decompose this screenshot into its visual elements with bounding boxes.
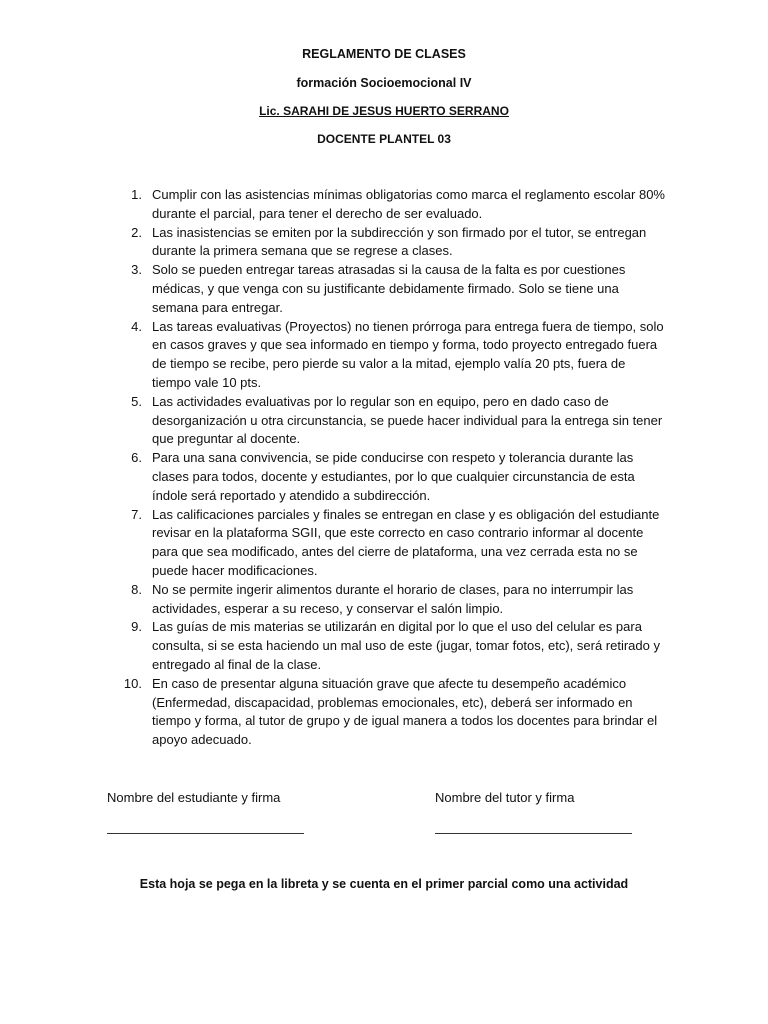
rule-item: [122, 318, 667, 393]
rule-text: Las actividades evaluativas por lo regular son en equipo, pero en dado caso de desorganización u otra circunstancia, se puede hacer individual para la entrega sin tener que preguntar al docente.: [152, 393, 663, 447]
teacher-name: Lic. SARAHI DE JESUS HUERTO SERRANO: [259, 104, 509, 118]
rule-text: Solo se pueden entregar tareas atrasadas si la causa de la falta es por cuestiones médicas, y que venga con su justificante debidamente firmado. Solo se tiene una semana para entregar.: [152, 262, 626, 315]
subject-name: formación Socioemocional IV: [296, 76, 472, 90]
rule-number: 3.: [131, 262, 142, 278]
tutor-signature-label: Nombre del tutor y firma: [435, 790, 575, 805]
rule-text: No se permite ingerir alimentos durante el horario de clases, para no interrumpir las actividades, esperar a su receso, y conservar el salón limpio.: [152, 581, 634, 616]
rules-list: [122, 186, 667, 750]
rule-item: [122, 506, 667, 581]
document-title: REGLAMENTO DE CLASES: [302, 47, 466, 61]
rule-number: 7.: [131, 506, 142, 522]
rule-number: 2.: [131, 224, 142, 240]
rule-item: [122, 449, 667, 505]
rule-item: [122, 224, 667, 262]
student-signature-line: [107, 833, 304, 834]
rule-text: En caso de presentar alguna situación grave que afecte tu desempeño académico (Enfermedad, discapacidad, problemas emocionales, etc), deberá ser informado en tiempo y forma, al tutor de grupo y de igual manera a todos los docentes para brindar el apoyo adecuado.: [152, 675, 658, 748]
rule-number: 8.: [131, 581, 142, 597]
rule-text: Las calificaciones parciales y finales se entregan en clase y es obligación del estudiante revisar en la plataforma SGII, que este correcto en caso contrario informar al docente para que sea modificado, antes del cierre de plataforma, una vez cerrada esta no se puede hacer modificaciones.: [152, 506, 660, 578]
rule-text: Las tareas evaluativas (Proyectos) no tienen prórroga para entrega fuera de tiempo, solo en casos graves y que sea informado en tiempo y forma, todo proyecto entregado fuera de tiempo se recibe, pero pierde su valor a la mitad, ejemplo valía 20 pts, fuera de tiempo vale 10 pts.: [152, 318, 664, 390]
rule-number: 10.: [123, 675, 142, 691]
rule-text: Las inasistencias se emiten por la subdirección y son firmado por el tutor, se entregan durante la primera semana que se regrese a clases.: [152, 224, 647, 259]
footer-note: Esta hoja se pega en la libreta y se cuenta en el primer parcial como una actividad: [139, 877, 629, 891]
rule-number: 6.: [131, 450, 142, 466]
tutor-signature-line: [435, 833, 632, 834]
rule-item: [122, 393, 667, 449]
rule-number: 5.: [131, 393, 142, 409]
rule-item: [122, 675, 667, 750]
rule-item: [122, 581, 667, 619]
student-signature-label: Nombre del estudiante y firma: [107, 790, 281, 805]
rule-item: [122, 618, 667, 674]
rule-number: 4.: [131, 318, 142, 334]
rule-number: 1.: [131, 187, 142, 202]
rule-text: Las guías de mis materias se utilizarán en digital por lo que el uso del celular es para consulta, si se esta haciendo un mal uso de este (jugar, tomar fotos, etc), será retirado y entregado al final de la clase.: [152, 619, 660, 672]
rule-text: Cumplir con las asistencias mínimas obligatorias como marca el reglamento escolar 80% durante el parcial, para tener el derecho de ser evaluado.: [152, 187, 665, 221]
rule-item: [122, 261, 667, 317]
teacher-role: DOCENTE PLANTEL 03: [317, 132, 451, 146]
rule-item: [122, 186, 667, 224]
rule-text: Para una sana convivencia, se pide conducirse con respeto y tolerancia durante las clases para todos, docente y estudiantes, por lo que cualquier circunstancia de esta índole será reportado y atendido a subdirección.: [152, 450, 635, 503]
rule-number: 9.: [131, 619, 142, 635]
